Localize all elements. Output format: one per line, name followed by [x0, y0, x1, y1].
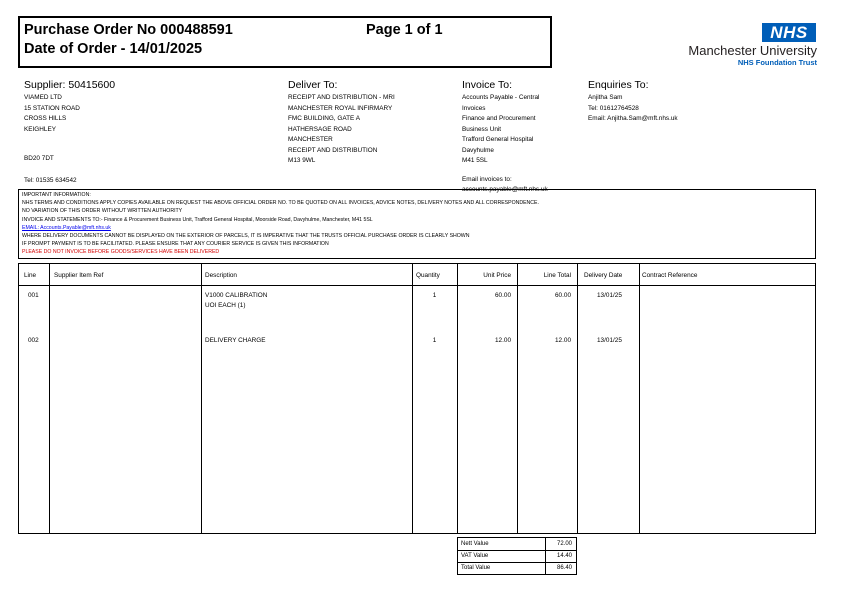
po-title: Purchase Order No 000488591 — [24, 22, 233, 38]
deliver-title: Deliver To: — [288, 79, 338, 91]
deliver-line: M13 9WL — [288, 157, 316, 164]
column-divider — [412, 264, 413, 533]
invoice-line: Finance and Procurement — [462, 115, 536, 122]
column-header-ref: Supplier Item Ref — [54, 272, 104, 279]
deliver-address — [288, 93, 395, 167]
row-1-description-uoi: UOI EACH (1) — [205, 302, 246, 309]
invoice-email-label: Email invoices to: — [462, 176, 512, 183]
invoice-email[interactable]: accounts.payable@mft.nhs.uk — [462, 185, 548, 193]
enquiries-contact — [588, 93, 678, 125]
column-header-line-total: Line Total — [543, 272, 571, 279]
deliver-line: FMC BUILDING, GATE A — [288, 115, 360, 122]
info-invoice-address: INVOICE AND STATEMENTS TO:- Finance & Procurement Business Unit, Trafford General Hospital, Moorside Road, Davyhulme, Manchester, M41 5SL — [22, 216, 373, 223]
enquiries-tel: Tel: 01612764528 — [588, 104, 639, 112]
vat-value-label: VAT Value — [461, 553, 489, 559]
net-value-row — [458, 538, 576, 550]
deliver-line: RECEIPT AND DISTRIBUTION — [288, 146, 378, 154]
enquiries-name: Anjitha Sam — [588, 94, 623, 101]
supplier-line: VIAMED LTD — [24, 94, 62, 101]
row-2-line: 002 — [28, 337, 39, 344]
info-heading: IMPORTANT INFORMATION: — [22, 192, 91, 198]
page-indicator: Page 1 of 1 — [366, 22, 443, 38]
column-divider — [639, 264, 640, 533]
enquiries-title: Enquiries To: — [588, 79, 649, 91]
info-email-link[interactable]: EMAIL: Accounts.Payable@mft.nhs.uk — [22, 224, 111, 231]
column-header-delivery-date: Delivery Date — [584, 272, 623, 279]
supplier-line: 15 STATION ROAD — [24, 104, 80, 112]
order-header-box — [18, 16, 552, 68]
supplier-tel: Tel: 01535 634542 — [24, 177, 77, 184]
row-1-description: V1000 CALIBRATION — [205, 292, 268, 299]
total-value-label: Total Value — [461, 565, 491, 571]
total-value-row — [458, 562, 576, 574]
info-prompt-payment: IF PROMPT PAYMENT IS TO BE FACILITATED. PLEASE ENSURE THAT ANY COURIER SERVICE IS GIVEN THIS INFORMATION — [22, 241, 329, 248]
invoice-line: Invoices — [462, 104, 486, 112]
row-2-unit-price: 12.00 — [495, 337, 511, 344]
order-date: Date of Order - 14/01/2025 — [24, 41, 203, 57]
table-header-divider — [19, 285, 815, 286]
supplier-line: CROSS HILLS — [24, 115, 67, 122]
total-value: 86.40 — [556, 565, 572, 571]
info-variation: NO VARIATION OF THIS ORDER WITHOUT WRITTEN AUTHORITY — [22, 208, 183, 215]
column-header-quantity: Quantity — [416, 272, 440, 279]
supplier-line: KEIGHLEY — [24, 125, 56, 133]
deliver-line: MANCHESTER ROYAL INFIRMARY — [288, 104, 393, 112]
row-1-delivery-date: 13/01/25 — [597, 292, 622, 299]
invoice-line: Davyhulme — [462, 146, 494, 154]
row-2-description: DELIVERY CHARGE — [205, 337, 266, 344]
row-1-quantity: 1 — [432, 292, 437, 299]
invoice-line: Trafford General Hospital — [462, 136, 534, 143]
supplier-postcode: BD20 7DT — [24, 155, 54, 162]
order-items-table — [18, 263, 816, 534]
supplier-title: Supplier: 50415600 — [24, 79, 116, 91]
column-divider — [49, 264, 50, 533]
column-header-unit-price: Unit Price — [483, 272, 511, 279]
invoice-title: Invoice To: — [462, 79, 513, 91]
column-divider — [201, 264, 202, 533]
net-value-label: Nett Value — [461, 541, 489, 547]
important-info-box — [18, 189, 816, 259]
org-name: Manchester University — [688, 43, 817, 58]
invoice-line: M41 5SL — [462, 157, 488, 164]
column-divider — [517, 264, 518, 533]
invoice-line: Accounts Payable - Central — [462, 94, 540, 101]
invoice-line: Business Unit — [462, 125, 502, 133]
deliver-line: MANCHESTER — [288, 136, 333, 143]
column-divider — [577, 264, 578, 533]
totals-column-divider — [545, 538, 546, 574]
row-2-delivery-date: 13/01/25 — [597, 337, 622, 344]
trust-name: NHS Foundation Trust — [737, 58, 817, 67]
supplier-address — [24, 93, 80, 135]
row-1-line: 001 — [28, 292, 39, 299]
deliver-line: RECEIPT AND DISTRIBUTION - MRI — [288, 94, 395, 101]
column-divider — [457, 264, 458, 533]
nhs-logo: NHS — [762, 23, 816, 42]
invoice-address — [462, 93, 539, 167]
info-delivery-docs: WHERE DELIVERY DOCUMENTS CANNOT BE DISPLAYED ON THE EXTERIOR OF PARCELS, IT IS IMPERATIVE THAT THE TRUSTS OFFICIAL PURCHASE ORDER IS CLEARLY SHOWN — [22, 233, 470, 240]
row-1-line-total: 60.00 — [555, 292, 571, 299]
vat-value-row — [458, 550, 576, 562]
totals-box — [457, 537, 577, 575]
deliver-line: HATHERSAGE ROAD — [288, 125, 352, 133]
column-header-line: Line — [24, 272, 37, 279]
vat-value: 14.40 — [556, 553, 572, 559]
row-1-unit-price: 60.00 — [495, 292, 511, 299]
row-2-line-total: 12.00 — [555, 337, 571, 344]
column-header-description: Description — [205, 272, 237, 279]
info-terms: NHS TERMS AND CONDITIONS APPLY COPIES AVAILABLE ON REQUEST THE ABOVE OFFICIAL ORDER NO. TO BE QUOTED ON ALL INVOICES, ADVICE NOTES, DELIVERY NOTES AND ALL CORRESPONDENCE. — [22, 200, 539, 207]
row-2-quantity: 1 — [432, 337, 437, 344]
info-warning: PLEASE DO NOT INVOICE BEFORE GOODS/SERVICES HAVE BEEN DELIVERED — [22, 249, 220, 256]
net-value: 72.00 — [556, 541, 572, 547]
enquiries-email[interactable]: Email: Anjitha.Sam@mft.nhs.uk — [588, 115, 678, 122]
column-header-contract-ref: Contract Reference — [642, 272, 698, 279]
